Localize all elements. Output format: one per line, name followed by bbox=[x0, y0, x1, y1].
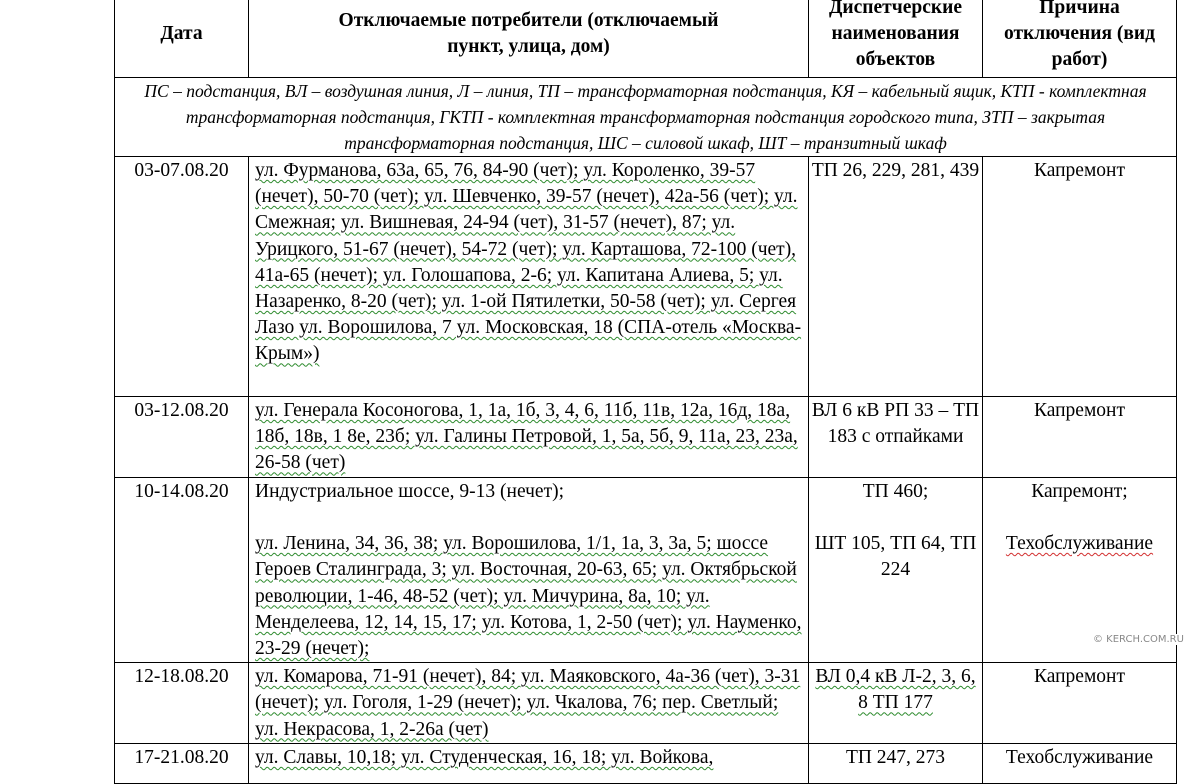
row-consumers: ул. Фурманова, 63а, 65, 76, 84-90 (чет); ул. Короленко, 39-57 (нечет), 50-70 (чет); ул. Шевченко, 39-57 (нечет), 42а-56 (чет); ул. Смежная; ул. Вишневая, 24-94 (чет), 31-57 (нечет), 87; ул. Урицкого, 51-67 (нечет), 54-72 (чет); ул. Карташова, 72-100 (чет), 41а-65 (нечет); ул. Голошапова, 2-6; ул. Капитана Алиева, 5; ул. Назаренко, 8-20 (чет); ул. 1-ой Пятилетки, 50-58 (чет); ул. Сергея Лазо ул. Ворошилова, 7 ул. Московская, 18 (СПА-отель «Москва-Крым») bbox=[249, 157, 809, 397]
row-objects bbox=[809, 478, 983, 663]
objects-part-a: ТП 460; bbox=[862, 481, 929, 502]
table-row bbox=[115, 743, 1177, 783]
row-reason: Капремонт bbox=[983, 157, 1177, 397]
row-date: 10-14.08.20 bbox=[115, 478, 249, 663]
row-objects: ВЛ 0,4 кВ Л-2, 3, 6, 8 ТП 177 bbox=[809, 663, 983, 744]
table-row bbox=[115, 478, 1177, 663]
row-consumers bbox=[249, 478, 809, 663]
header-date: Дата bbox=[115, 0, 249, 78]
row-reason: Капремонт bbox=[983, 397, 1177, 478]
consumers-part-b: ул. Ленина, 34, 36, 38; ул. Ворошилова, 1/1, 1а, 3, 3а, 5; шоссе Героев Сталинграда, 3; ул. Восточная, 20-63, 65; ул. Октябрьской революции, 1-46, 48-52 (чет); ул. Мичурина, 8а, 10; ул. Менделеева, 12, 14, 15, 17; ул. Котова, 1, 2-50 (чет); ул. Науменко, 23-29 (нечет); bbox=[255, 533, 802, 660]
reason-part-a: Капремонт; bbox=[1031, 481, 1128, 502]
row-date: 12-18.08.20 bbox=[115, 663, 249, 744]
consumers-part-a: Индустриальное шоссе, 9-13 (нечет); bbox=[255, 481, 565, 502]
row-reason: Техобслуживание bbox=[983, 743, 1177, 783]
table-row bbox=[115, 157, 1177, 397]
table-row bbox=[115, 397, 1177, 478]
site-watermark: © KERCH.COM.RU bbox=[1093, 634, 1184, 645]
row-consumers: ул. Генерала Косоногова, 1, 1а, 1б, 3, 4, 6, 11б, 11в, 12а, 16д, 18а, 18б, 18в, 1 8е, 23б; ул. Галины Петровой, 1, 5а, 5б, 9, 11а, 23, 23а, 26-58 (чет) bbox=[249, 397, 809, 478]
row-objects: ТП 247, 273 bbox=[809, 743, 983, 783]
legend-row bbox=[115, 78, 1177, 157]
row-objects: ВЛ 6 кВ РП 33 – ТП 183 с отпайками bbox=[809, 397, 983, 478]
objects-part-b: ШТ 105, ТП 64, ТП 224 bbox=[814, 533, 977, 581]
abbreviation-legend: ПС – подстанция, ВЛ – воздушная линия, Л – линия, ТП – трансформаторная подстанция, КЯ – кабельный ящик, КТП - комплектная трансформаторная подстанция, ГКТП - комплектная трансформаторная подстанция городского типа, ЗТП – закрытая трансформаторная подстанция, ШС – силовой шкаф, ШТ – транзитный шкаф bbox=[115, 78, 1177, 157]
row-date: 03-12.08.20 bbox=[115, 397, 249, 478]
row-date: 03-07.08.20 bbox=[115, 157, 249, 397]
row-consumers: ул. Комарова, 71-91 (нечет), 84; ул. Маяковского, 4а-36 (чет), 3-31 (нечет); ул. Гоголя, 1-29 (нечет); ул. Чкалова, 76; пер. Светлый; ул. Некрасова, 1, 2-26а (чет) bbox=[249, 663, 809, 744]
header-consumers: Отключаемые потребители (отключаемый пункт, улица, дом) bbox=[249, 0, 809, 78]
row-date: 17-21.08.20 bbox=[115, 743, 249, 783]
header-reason: Причина отключения (вид работ) bbox=[983, 0, 1177, 78]
outage-schedule-table bbox=[114, 0, 1177, 784]
row-reason: Капремонт bbox=[983, 663, 1177, 744]
header-row bbox=[115, 0, 1177, 78]
reason-part-b: Техобслуживание bbox=[1005, 533, 1154, 555]
header-objects: Диспетчерские наименования объектов bbox=[809, 0, 983, 78]
table-row bbox=[115, 663, 1177, 744]
row-consumers: ул. Славы, 10,18; ул. Студенческая, 16, 18; ул. Войкова, bbox=[249, 743, 809, 783]
row-objects: ТП 26, 229, 281, 439 bbox=[809, 157, 983, 397]
